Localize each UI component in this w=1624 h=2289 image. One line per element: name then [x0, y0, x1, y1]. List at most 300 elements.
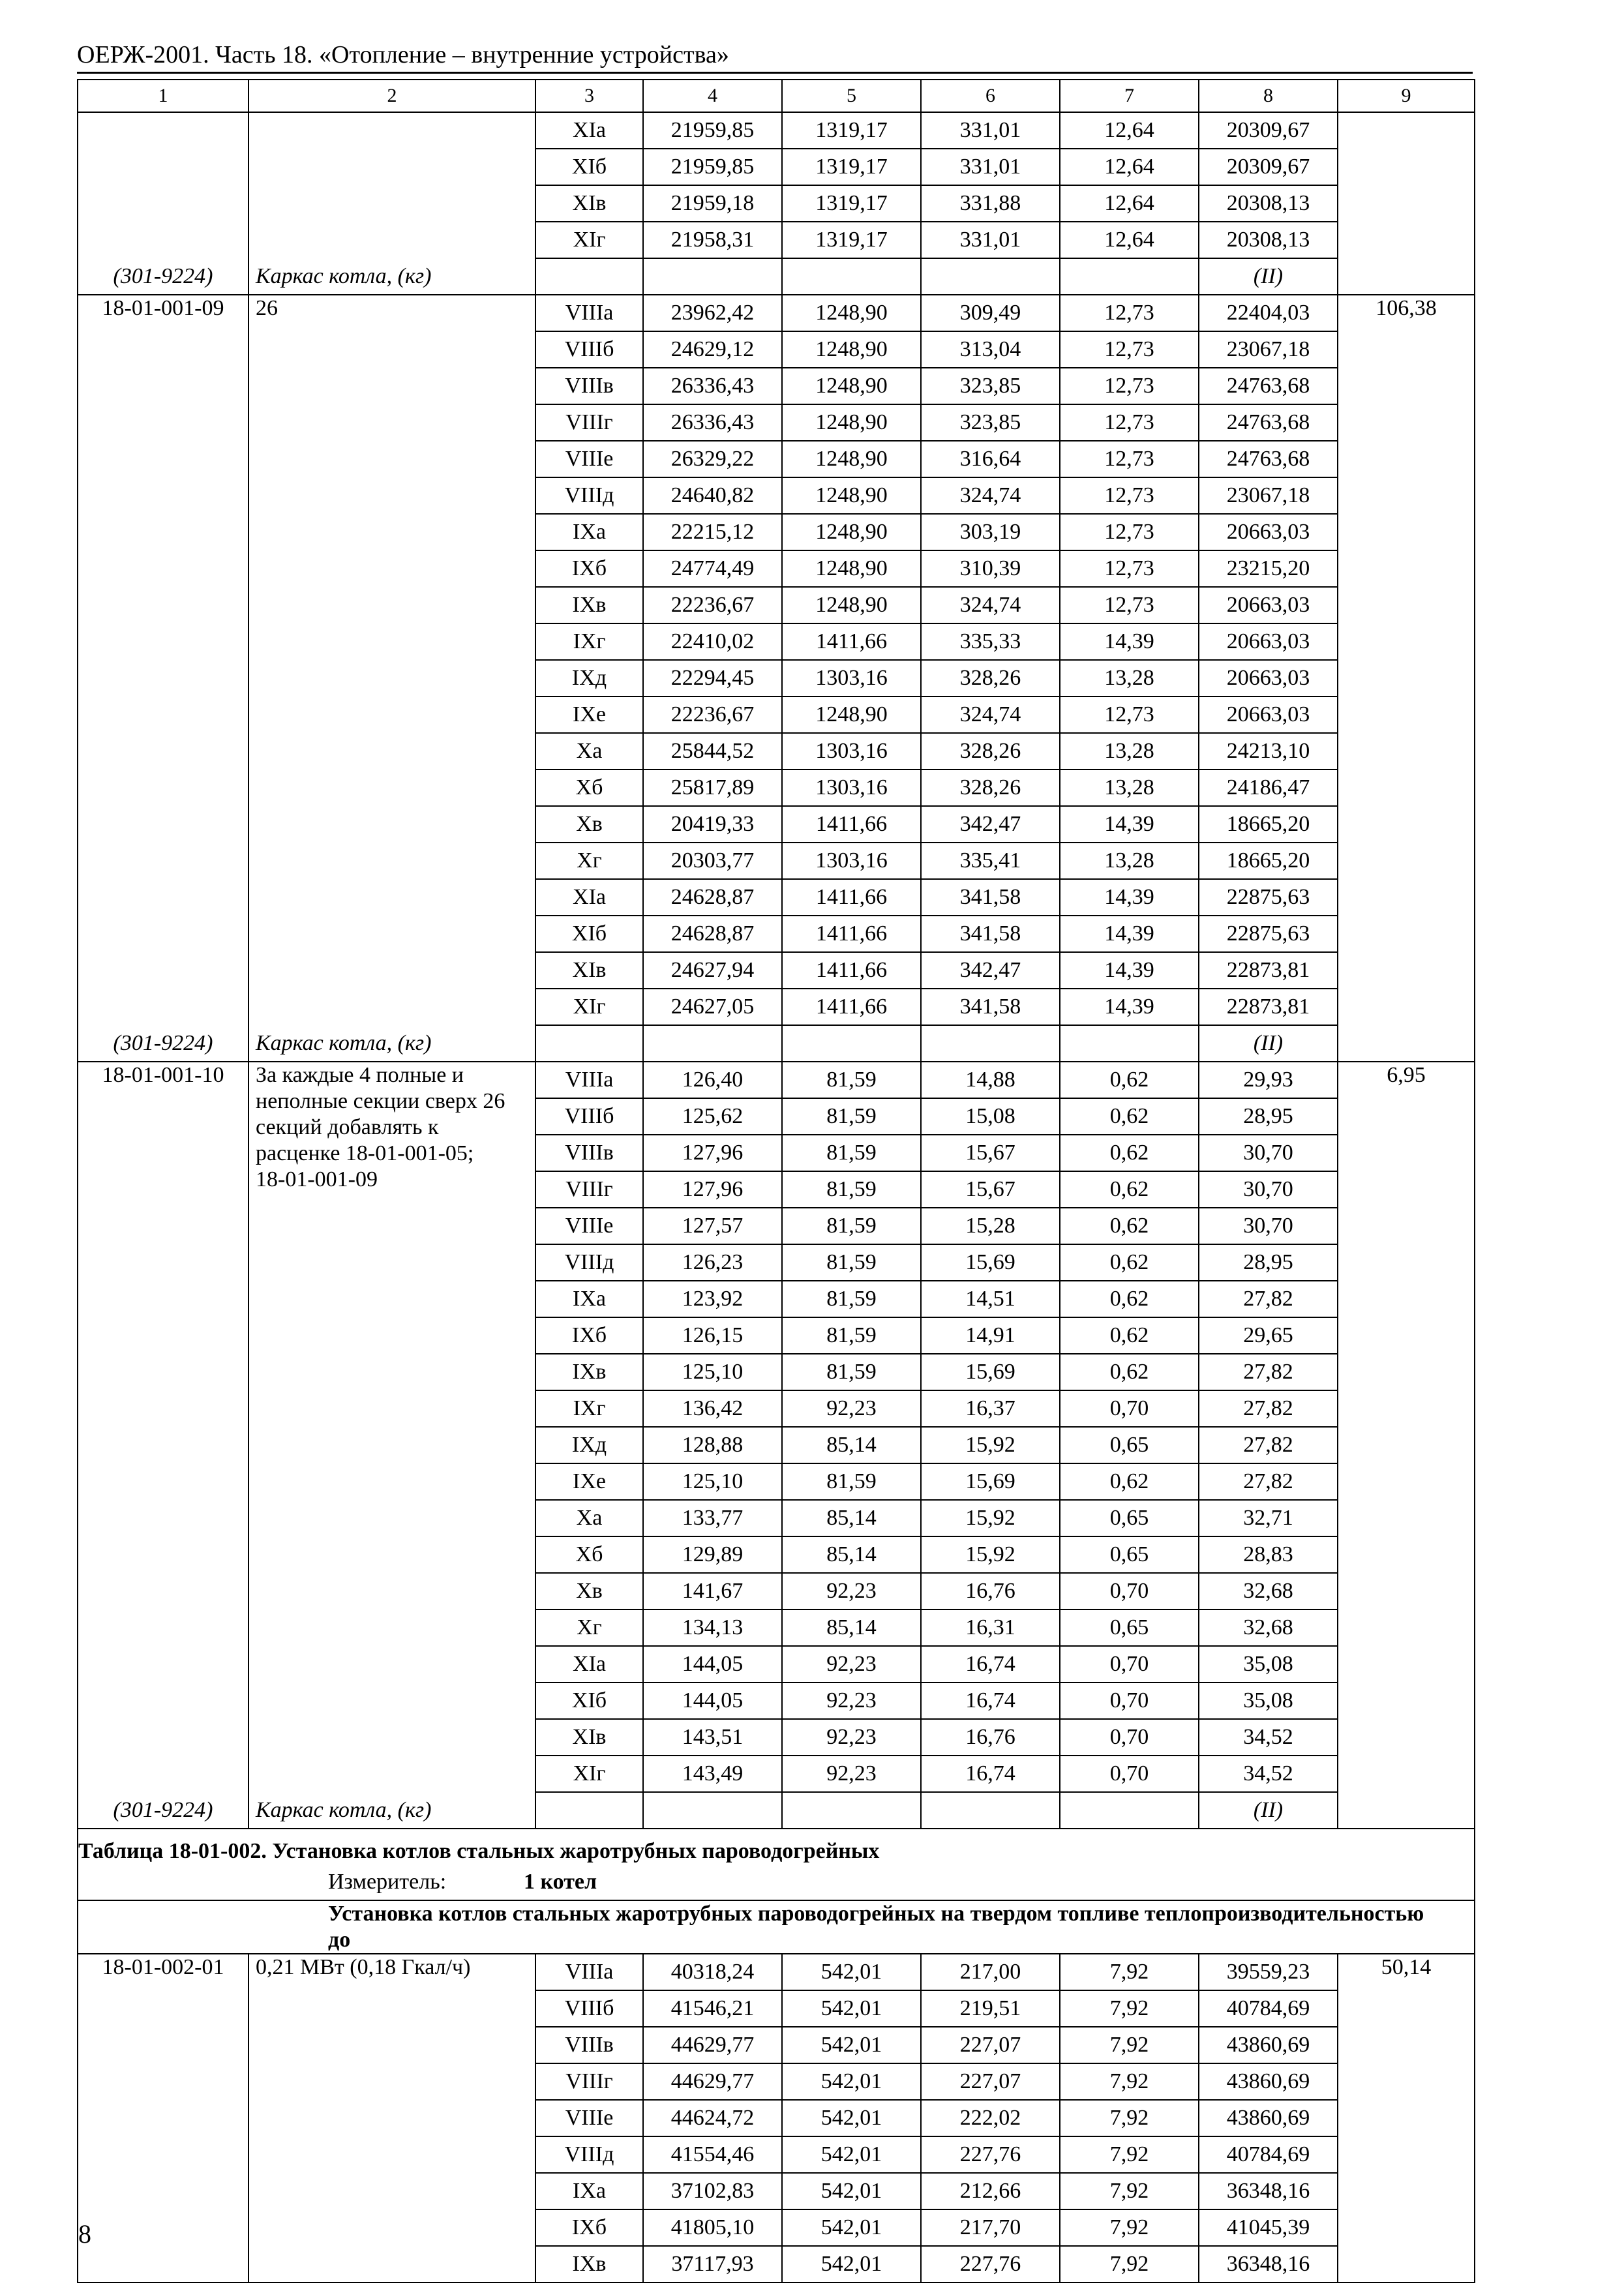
value-cell: 143,49 [643, 1756, 782, 1792]
value-cell [643, 1025, 782, 1062]
value-cell: 1411,66 [782, 806, 921, 843]
value-cell: 542,01 [782, 2027, 921, 2063]
value-cell: 92,23 [782, 1573, 921, 1609]
value-cell: 0,65 [1060, 1609, 1199, 1646]
zone-cell: VIIIе [535, 2100, 643, 2136]
value-cell: 1248,90 [782, 295, 921, 331]
value-cell [921, 1792, 1060, 1829]
value-cell: 27,82 [1199, 1463, 1338, 1500]
value-cell: 36348,16 [1199, 2173, 1338, 2209]
value-cell [921, 1025, 1060, 1062]
rate-code: 18-01-001-10 [78, 1062, 248, 1792]
rate-name-line: расценке 18-01-001-05; [256, 1141, 474, 1165]
rate-name-line: секций добавлять к [256, 1115, 439, 1139]
value-cell: 16,37 [921, 1390, 1060, 1427]
value-cell: 41045,39 [1199, 2209, 1338, 2246]
value-cell: 542,01 [782, 2173, 921, 2209]
value-cell: 1411,66 [782, 952, 921, 989]
value-cell: 30,70 [1199, 1208, 1338, 1244]
value-cell: 341,58 [921, 916, 1060, 952]
zone-cell: Xг [535, 843, 643, 879]
value-cell: 7,92 [1060, 1954, 1199, 1990]
rate-name-line: 18-01-001-09 [256, 1167, 378, 1191]
material-code: (301-9224) [78, 258, 248, 295]
zone-cell: VIIIв [535, 2027, 643, 2063]
value-cell: 7,92 [1060, 2173, 1199, 2209]
value-cell: 1248,90 [782, 587, 921, 623]
value-cell: 92,23 [782, 1719, 921, 1756]
zone-cell: VIIIг [535, 2063, 643, 2100]
extra-cell [1338, 112, 1475, 295]
value-cell: 81,59 [782, 1244, 921, 1281]
zone-cell: XIг [535, 1756, 643, 1792]
value-cell: 35,08 [1199, 1646, 1338, 1683]
rate-name-line: неполные секции сверх 26 [256, 1089, 505, 1113]
value-cell: 16,76 [921, 1573, 1060, 1609]
zone-cell: VIIIг [535, 404, 643, 441]
value-cell: 85,14 [782, 1536, 921, 1573]
value-cell: 1303,16 [782, 843, 921, 879]
value-cell: 28,83 [1199, 1536, 1338, 1573]
value-cell: 16,31 [921, 1609, 1060, 1646]
value-cell: 43860,69 [1199, 2027, 1338, 2063]
value-cell: 32,68 [1199, 1609, 1338, 1646]
zone-cell: XIб [535, 1683, 643, 1719]
zone-cell: XIв [535, 1719, 643, 1756]
value-cell: 14,39 [1060, 879, 1199, 916]
page-header: ОЕРЖ-2001. Часть 18. «Отопление – внутренние устройства» [77, 41, 729, 68]
value-cell: 12,73 [1060, 441, 1199, 477]
value-cell: 81,59 [782, 1354, 921, 1390]
col-header: 6 [921, 80, 1060, 112]
material-mark: (II) [1199, 1025, 1338, 1062]
value-cell: 313,04 [921, 331, 1060, 368]
value-cell: 324,74 [921, 477, 1060, 514]
zone-cell: IXб [535, 550, 643, 587]
value-cell: 25844,52 [643, 733, 782, 770]
value-cell: 14,91 [921, 1317, 1060, 1354]
rate-code: 18-01-002-01 [78, 1954, 248, 2282]
value-cell: 37117,93 [643, 2246, 782, 2282]
value-cell: 29,93 [1199, 1062, 1338, 1098]
section-row [78, 1900, 1475, 1954]
value-cell [782, 258, 921, 295]
value-cell: 81,59 [782, 1463, 921, 1500]
value-cell: 0,62 [1060, 1171, 1199, 1208]
value-cell: 12,73 [1060, 477, 1199, 514]
zone-cell: VIIIа [535, 295, 643, 331]
rate-name: 0,21 МВт (0,18 Гкал/ч) [248, 1954, 535, 2282]
value-cell [1060, 258, 1199, 295]
value-cell: 7,92 [1060, 2100, 1199, 2136]
zone-cell [535, 258, 643, 295]
value-cell: 0,70 [1060, 1719, 1199, 1756]
value-cell: 342,47 [921, 806, 1060, 843]
value-cell: 39559,23 [1199, 1954, 1338, 1990]
value-cell: 22236,67 [643, 587, 782, 623]
value-cell: 20663,03 [1199, 696, 1338, 733]
value-cell [643, 1792, 782, 1829]
zone-cell: XIб [535, 149, 643, 185]
value-cell: 7,92 [1060, 2246, 1199, 2282]
header-rule [77, 72, 1473, 74]
zone-cell: IXд [535, 1427, 643, 1463]
value-cell: 36348,16 [1199, 2246, 1338, 2282]
col-header: 2 [248, 80, 535, 112]
value-cell: 217,00 [921, 1954, 1060, 1990]
value-cell: 28,95 [1199, 1244, 1338, 1281]
rate-code [78, 112, 248, 258]
value-cell: 20663,03 [1199, 660, 1338, 696]
value-cell: 129,89 [643, 1536, 782, 1573]
value-cell: 1303,16 [782, 770, 921, 806]
value-cell: 27,82 [1199, 1354, 1338, 1390]
value-cell: 81,59 [782, 1062, 921, 1098]
material-row [78, 258, 1475, 295]
value-cell: 81,59 [782, 1317, 921, 1354]
value-cell: 22215,12 [643, 514, 782, 550]
measure-cell [78, 1864, 1475, 1900]
value-cell: 15,28 [921, 1208, 1060, 1244]
value-cell: 127,96 [643, 1171, 782, 1208]
material-row [78, 1025, 1475, 1062]
value-cell: 323,85 [921, 368, 1060, 404]
zone-cell: IXе [535, 1463, 643, 1500]
value-cell: 24640,82 [643, 477, 782, 514]
value-cell: 44629,77 [643, 2027, 782, 2063]
value-cell: 24627,05 [643, 989, 782, 1025]
rate-name [248, 112, 535, 258]
value-cell: 12,64 [1060, 222, 1199, 258]
value-cell: 331,01 [921, 112, 1060, 149]
value-cell: 542,01 [782, 1954, 921, 1990]
value-cell: 0,62 [1060, 1281, 1199, 1317]
value-cell: 316,64 [921, 441, 1060, 477]
value-cell: 227,76 [921, 2136, 1060, 2173]
value-cell: 1319,17 [782, 112, 921, 149]
value-cell: 22875,63 [1199, 879, 1338, 916]
section-cell [78, 1900, 1475, 1954]
zone-cell: Xв [535, 1573, 643, 1609]
value-cell: 125,10 [643, 1463, 782, 1500]
value-cell: 126,15 [643, 1317, 782, 1354]
value-cell: 542,01 [782, 2063, 921, 2100]
zone-cell: XIв [535, 185, 643, 222]
value-cell: 1411,66 [782, 989, 921, 1025]
value-cell: 18665,20 [1199, 843, 1338, 879]
measure-label: Измеритель: [328, 1870, 447, 1894]
value-cell: 141,67 [643, 1573, 782, 1609]
value-cell: 0,65 [1060, 1427, 1199, 1463]
value-cell: 24763,68 [1199, 368, 1338, 404]
value-cell: 342,47 [921, 952, 1060, 989]
value-cell: 37102,83 [643, 2173, 782, 2209]
zone-cell: IXв [535, 1354, 643, 1390]
value-cell: 81,59 [782, 1171, 921, 1208]
value-cell: 303,19 [921, 514, 1060, 550]
zone-cell: XIг [535, 989, 643, 1025]
value-cell: 34,52 [1199, 1719, 1338, 1756]
value-cell: 1319,17 [782, 149, 921, 185]
value-cell: 81,59 [782, 1281, 921, 1317]
table-row [78, 1954, 1475, 1990]
value-cell: 14,88 [921, 1062, 1060, 1098]
value-cell: 14,39 [1060, 806, 1199, 843]
value-cell: 25817,89 [643, 770, 782, 806]
rate-code: 18-01-001-09 [78, 295, 248, 1025]
zone-cell: Xб [535, 770, 643, 806]
value-cell: 41546,21 [643, 1990, 782, 2027]
value-cell: 20309,67 [1199, 112, 1338, 149]
value-cell: 16,76 [921, 1719, 1060, 1756]
value-cell: 328,26 [921, 770, 1060, 806]
value-cell: 40784,69 [1199, 2136, 1338, 2173]
value-cell: 12,64 [1060, 149, 1199, 185]
value-cell: 22873,81 [1199, 952, 1338, 989]
col-header: 1 [78, 80, 248, 112]
value-cell: 20308,13 [1199, 222, 1338, 258]
value-cell: 21959,85 [643, 112, 782, 149]
value-cell: 1248,90 [782, 477, 921, 514]
value-cell: 81,59 [782, 1098, 921, 1135]
zone-cell: Xа [535, 1500, 643, 1536]
zone-cell: XIб [535, 916, 643, 952]
value-cell: 1303,16 [782, 733, 921, 770]
value-cell: 43860,69 [1199, 2063, 1338, 2100]
value-cell [782, 1025, 921, 1062]
extra-cell: 50,14 [1338, 1954, 1475, 2282]
rates-table-body [78, 80, 1475, 2282]
value-cell: 227,76 [921, 2246, 1060, 2282]
value-cell: 13,28 [1060, 733, 1199, 770]
value-cell: 7,92 [1060, 2209, 1199, 2246]
col-header: 5 [782, 80, 921, 112]
value-cell: 15,69 [921, 1463, 1060, 1500]
value-cell: 92,23 [782, 1683, 921, 1719]
value-cell: 126,40 [643, 1062, 782, 1098]
value-cell: 20663,03 [1199, 623, 1338, 660]
value-cell: 24629,12 [643, 331, 782, 368]
value-cell: 341,58 [921, 989, 1060, 1025]
value-cell: 328,26 [921, 660, 1060, 696]
zone-cell: IXг [535, 623, 643, 660]
value-cell: 227,07 [921, 2063, 1060, 2100]
value-cell: 335,41 [921, 843, 1060, 879]
value-cell: 542,01 [782, 1990, 921, 2027]
value-cell: 32,68 [1199, 1573, 1338, 1609]
value-cell: 15,69 [921, 1244, 1060, 1281]
value-cell: 41805,10 [643, 2209, 782, 2246]
value-cell: 127,96 [643, 1135, 782, 1171]
value-cell: 40318,24 [643, 1954, 782, 1990]
zone-cell: IXа [535, 2173, 643, 2209]
col-header: 4 [643, 80, 782, 112]
value-cell: 0,62 [1060, 1062, 1199, 1098]
value-cell: 92,23 [782, 1390, 921, 1427]
value-cell: 1303,16 [782, 660, 921, 696]
value-cell: 222,02 [921, 2100, 1060, 2136]
value-cell: 0,62 [1060, 1463, 1199, 1500]
zone-cell: VIIIд [535, 1244, 643, 1281]
value-cell: 328,26 [921, 733, 1060, 770]
value-cell: 309,49 [921, 295, 1060, 331]
value-cell: 21958,31 [643, 222, 782, 258]
value-cell: 14,39 [1060, 623, 1199, 660]
col-header: 8 [1199, 80, 1338, 112]
value-cell: 30,70 [1199, 1171, 1338, 1208]
zone-cell: IXа [535, 514, 643, 550]
value-cell: 331,01 [921, 222, 1060, 258]
value-cell: 16,74 [921, 1683, 1060, 1719]
value-cell: 92,23 [782, 1646, 921, 1683]
table-row [78, 295, 1475, 331]
value-cell: 22410,02 [643, 623, 782, 660]
value-cell: 324,74 [921, 696, 1060, 733]
value-cell: 1248,90 [782, 368, 921, 404]
value-cell: 127,57 [643, 1208, 782, 1244]
value-cell: 125,62 [643, 1098, 782, 1135]
value-cell: 0,62 [1060, 1354, 1199, 1390]
value-cell: 0,70 [1060, 1646, 1199, 1683]
rates-table [77, 79, 1475, 2283]
value-cell: 1411,66 [782, 623, 921, 660]
value-cell: 23215,20 [1199, 550, 1338, 587]
material-name: Каркас котла, (кг) [248, 258, 535, 295]
zone-cell: IXе [535, 696, 643, 733]
value-cell: 22875,63 [1199, 916, 1338, 952]
value-cell: 20309,67 [1199, 149, 1338, 185]
value-cell: 0,70 [1060, 1756, 1199, 1792]
value-cell: 0,62 [1060, 1098, 1199, 1135]
value-cell: 16,74 [921, 1756, 1060, 1792]
zone-cell: Xа [535, 733, 643, 770]
value-cell: 15,92 [921, 1500, 1060, 1536]
value-cell: 81,59 [782, 1135, 921, 1171]
material-name: Каркас котла, (кг) [248, 1025, 535, 1062]
zone-cell: VIIIе [535, 441, 643, 477]
value-cell: 12,73 [1060, 587, 1199, 623]
value-cell: 12,64 [1060, 112, 1199, 149]
value-cell: 81,59 [782, 1208, 921, 1244]
value-cell: 1248,90 [782, 404, 921, 441]
zone-cell: IXб [535, 1317, 643, 1354]
table-title: Таблица 18-01-002. Установка котлов стальных жаротрубных пароводогрейных [78, 1829, 1475, 1864]
zone-cell: Xб [535, 1536, 643, 1573]
value-cell: 20663,03 [1199, 587, 1338, 623]
zone-cell: VIIIа [535, 1062, 643, 1098]
value-cell: 1248,90 [782, 331, 921, 368]
value-cell: 331,01 [921, 149, 1060, 185]
value-cell: 23067,18 [1199, 477, 1338, 514]
value-cell: 24628,87 [643, 879, 782, 916]
value-cell: 7,92 [1060, 2027, 1199, 2063]
value-cell: 23962,42 [643, 295, 782, 331]
value-cell [1060, 1025, 1199, 1062]
material-mark: (II) [1199, 258, 1338, 295]
value-cell: 0,62 [1060, 1317, 1199, 1354]
value-cell: 15,67 [921, 1135, 1060, 1171]
measure-row [78, 1864, 1475, 1900]
value-cell: 1248,90 [782, 550, 921, 587]
value-cell: 1319,17 [782, 185, 921, 222]
value-cell: 29,65 [1199, 1317, 1338, 1354]
material-code: (301-9224) [78, 1792, 248, 1829]
value-cell: 323,85 [921, 404, 1060, 441]
value-cell: 1248,90 [782, 441, 921, 477]
value-cell: 14,39 [1060, 952, 1199, 989]
col-header: 3 [535, 80, 643, 112]
page-number: 8 [78, 2219, 91, 2249]
zone-cell: IXд [535, 660, 643, 696]
zone-cell: XIа [535, 1646, 643, 1683]
extra-cell: 106,38 [1338, 295, 1475, 1062]
zone-cell: VIIIе [535, 1208, 643, 1244]
value-cell: 40784,69 [1199, 1990, 1338, 2027]
value-cell: 0,70 [1060, 1573, 1199, 1609]
value-cell: 128,88 [643, 1427, 782, 1463]
value-cell: 542,01 [782, 2246, 921, 2282]
zone-cell: Xв [535, 806, 643, 843]
value-cell: 13,28 [1060, 660, 1199, 696]
value-cell: 20303,77 [643, 843, 782, 879]
value-cell: 143,51 [643, 1719, 782, 1756]
value-cell: 18665,20 [1199, 806, 1338, 843]
value-cell: 20419,33 [643, 806, 782, 843]
value-cell: 542,01 [782, 2136, 921, 2173]
value-cell: 219,51 [921, 1990, 1060, 2027]
zone-cell: Xг [535, 1609, 643, 1646]
value-cell: 341,58 [921, 879, 1060, 916]
value-cell: 227,07 [921, 2027, 1060, 2063]
value-cell: 34,52 [1199, 1756, 1338, 1792]
value-cell: 12,73 [1060, 368, 1199, 404]
value-cell: 92,23 [782, 1756, 921, 1792]
value-cell: 14,51 [921, 1281, 1060, 1317]
value-cell: 331,88 [921, 185, 1060, 222]
value-cell: 0,62 [1060, 1208, 1199, 1244]
rate-name [248, 1062, 535, 1792]
value-cell: 41554,46 [643, 2136, 782, 2173]
rate-name: 26 [248, 295, 535, 1025]
value-cell: 14,39 [1060, 916, 1199, 952]
value-cell: 7,92 [1060, 2136, 1199, 2173]
value-cell: 12,73 [1060, 696, 1199, 733]
zone-cell: VIIIд [535, 2136, 643, 2173]
value-cell: 1319,17 [782, 222, 921, 258]
value-cell: 324,74 [921, 587, 1060, 623]
value-cell: 27,82 [1199, 1427, 1338, 1463]
value-cell: 23067,18 [1199, 331, 1338, 368]
value-cell: 542,01 [782, 2100, 921, 2136]
zone-cell: VIIIв [535, 1135, 643, 1171]
value-cell: 35,08 [1199, 1683, 1338, 1719]
value-cell: 134,13 [643, 1609, 782, 1646]
value-cell: 44629,77 [643, 2063, 782, 2100]
rate-name-line: За каждые 4 полные и [256, 1063, 464, 1087]
value-cell: 20663,03 [1199, 514, 1338, 550]
value-cell: 7,92 [1060, 1990, 1199, 2027]
zone-cell: VIIIг [535, 1171, 643, 1208]
value-cell: 24213,10 [1199, 733, 1338, 770]
value-cell: 310,39 [921, 550, 1060, 587]
value-cell: 13,28 [1060, 770, 1199, 806]
value-cell: 22873,81 [1199, 989, 1338, 1025]
value-cell: 542,01 [782, 2209, 921, 2246]
value-cell: 136,42 [643, 1390, 782, 1427]
value-cell: 21959,18 [643, 185, 782, 222]
value-cell: 12,64 [1060, 185, 1199, 222]
value-cell: 126,23 [643, 1244, 782, 1281]
